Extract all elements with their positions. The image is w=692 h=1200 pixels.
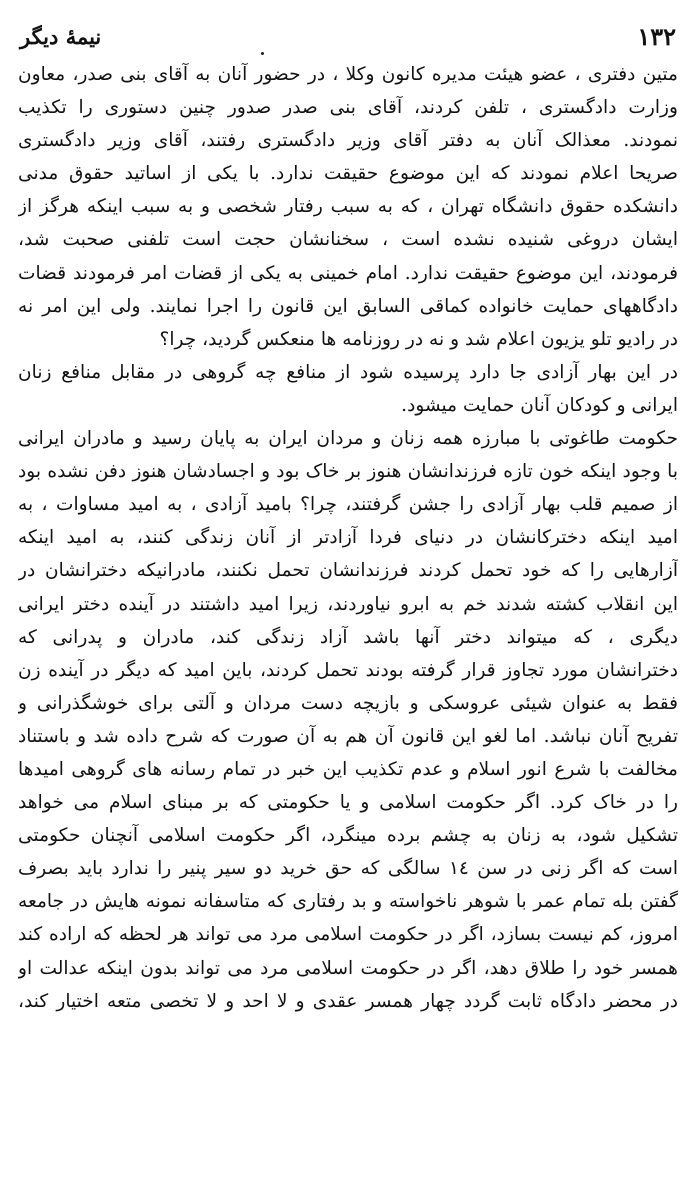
text-line: ایشان دروغی شنیده نشده است ، سخنانشان حجت است تلفنی صحبت شد،: [18, 229, 678, 251]
page-header: [18, 14, 678, 58]
text-line: تشکیل شود، به زنان به چشم برده مینگرد، اگر حکومت اسلامی آنچنان حکومتی: [18, 825, 678, 847]
ink-speck: [261, 52, 264, 55]
text-line: نمودند. معذالک آنان به دفتر آقای وزیر دادگستری رفتند، آقای وزیر دادگستری: [18, 130, 678, 152]
text-line: در این بهار آزادی جا دارد پرسیده شود از منافع چه گروهی در مقابل منافع زنان: [18, 361, 678, 383]
text-line: دخترانشان مورد تجاوز قرار گرفته بودند تحمل کردند، باین امید که دیگر در آینده زن: [18, 659, 678, 681]
text-line: متین دفتری ، عضو هیئت مدیره کانون وکلا ، در حضور آنان به آقای بنی صدر، معاون: [18, 64, 678, 85]
text-line: همسر خود را طلاق دهد، اگر در حکومت اسلامی مرد می تواند بدون اینکه عدالت او: [18, 957, 678, 979]
text-line: دیگری ، که میتواند دختر آنها باشد آزاد زندگی کند، مادران و پدرانی که: [18, 626, 678, 648]
text-line: فقط به عنوان شیئی عروسکی و بازیچه دست مردان و آلتی برای خوشگذرانی و: [18, 692, 678, 714]
book-page: [18, 14, 678, 1190]
text-line: امروز، کم نیست بسازد، اگر در حکومت اسلامی مرد می تواند هر لحظه که اراده کند: [18, 924, 678, 946]
text-line: است که اگر زنی در سن ١٤ سالگی که حق خرید دو سیر پنیر را ندارد باید بصرف: [18, 858, 678, 880]
running-title: نیمهٔ دیگر: [20, 24, 102, 49]
text-line: صریحا اعلام نمودند که این موضوع حقیقت ندارد. با یکی از اساتید حقوق مدنی: [18, 163, 678, 185]
text-line: وزارت دادگستری ، تلفن کردند، آقای بنی صدر صدور چنین دستوری را تکذیب: [18, 97, 678, 119]
page-number: ١٣٢: [637, 22, 676, 51]
text-line: فرمودند، این موضوع حقیقت ندارد. امام خمینی به یکی از قضات امر فرمودند قضات: [18, 262, 678, 284]
text-line: حکومت طاغوتی با مبارزه همه زنان و مردان ایران به پایان رسید و مادران ایرانی: [18, 428, 678, 450]
text-line: مخالفت با شرع انور اسلام و عدم تکذیب این خبر در تمام رسانه های گروهی امیدها: [18, 758, 678, 780]
text-line: این انقلاب کشته شدند خم به ابرو نیاوردند، زیرا امید داشتند در آینده دختر ایرانی: [18, 593, 678, 615]
text-line: آزارهایی را که خود تحمل کردند فرزندانشان تحمل نکنند، مادرانیکه دخترانشان در: [18, 560, 678, 582]
text-line: در رادیو تلو یزیون اعلام شد و نه در روزنامه ها منعکس گردید، چرا؟: [159, 328, 678, 350]
text-line: امید اینکه دخترکانشان در دنیای فردا آزادتر از آنان زندگی کنند، به امید اینکه: [18, 527, 678, 549]
text-line: با وجود اینکه خون تازه فرزندانشان هنوز بر خاک بود و اجسادشان هنوز دفن نشده بود: [18, 461, 678, 483]
text-line: دانشکده حقوق دانشگاه تهران ، که به سبب رفتار شخصی و به سبب اینکه هرگز از: [18, 196, 678, 218]
text-line: در محضر دادگاه ثابت گردد چهار همسر عقدی و لا احد و لا تخصی متعه اختیار کند،: [18, 990, 678, 1012]
text-line: را در خاک کرد. اگر حکومت اسلامی و یا حکومتی که بر مبنای اسلام می خواهد: [18, 792, 678, 814]
text-line: تفریح آنان نباشد. اما لغو این قانون آن هم به آن صورت که شرح داده شد و باستناد: [18, 725, 678, 747]
body-text: [18, 58, 678, 1018]
text-line: دادگاههای حمایت خانواده کماقی السابق این قانون را اجرا نمایند. ولی این امر نه: [18, 295, 678, 317]
text-line: گفتن بله تمام عمر با شوهر ناخواسته و بد رفتاری که متاسفانه نمونه هایش در جامعه: [18, 891, 678, 913]
text-line: از صمیم قلب بهار آزادی را جشن گرفتند، چرا؟ بامید آزادی ، به امید مساوات ، به: [18, 494, 678, 516]
text-line: ایرانی و کودکان آنان حمایت میشود.: [401, 394, 678, 416]
